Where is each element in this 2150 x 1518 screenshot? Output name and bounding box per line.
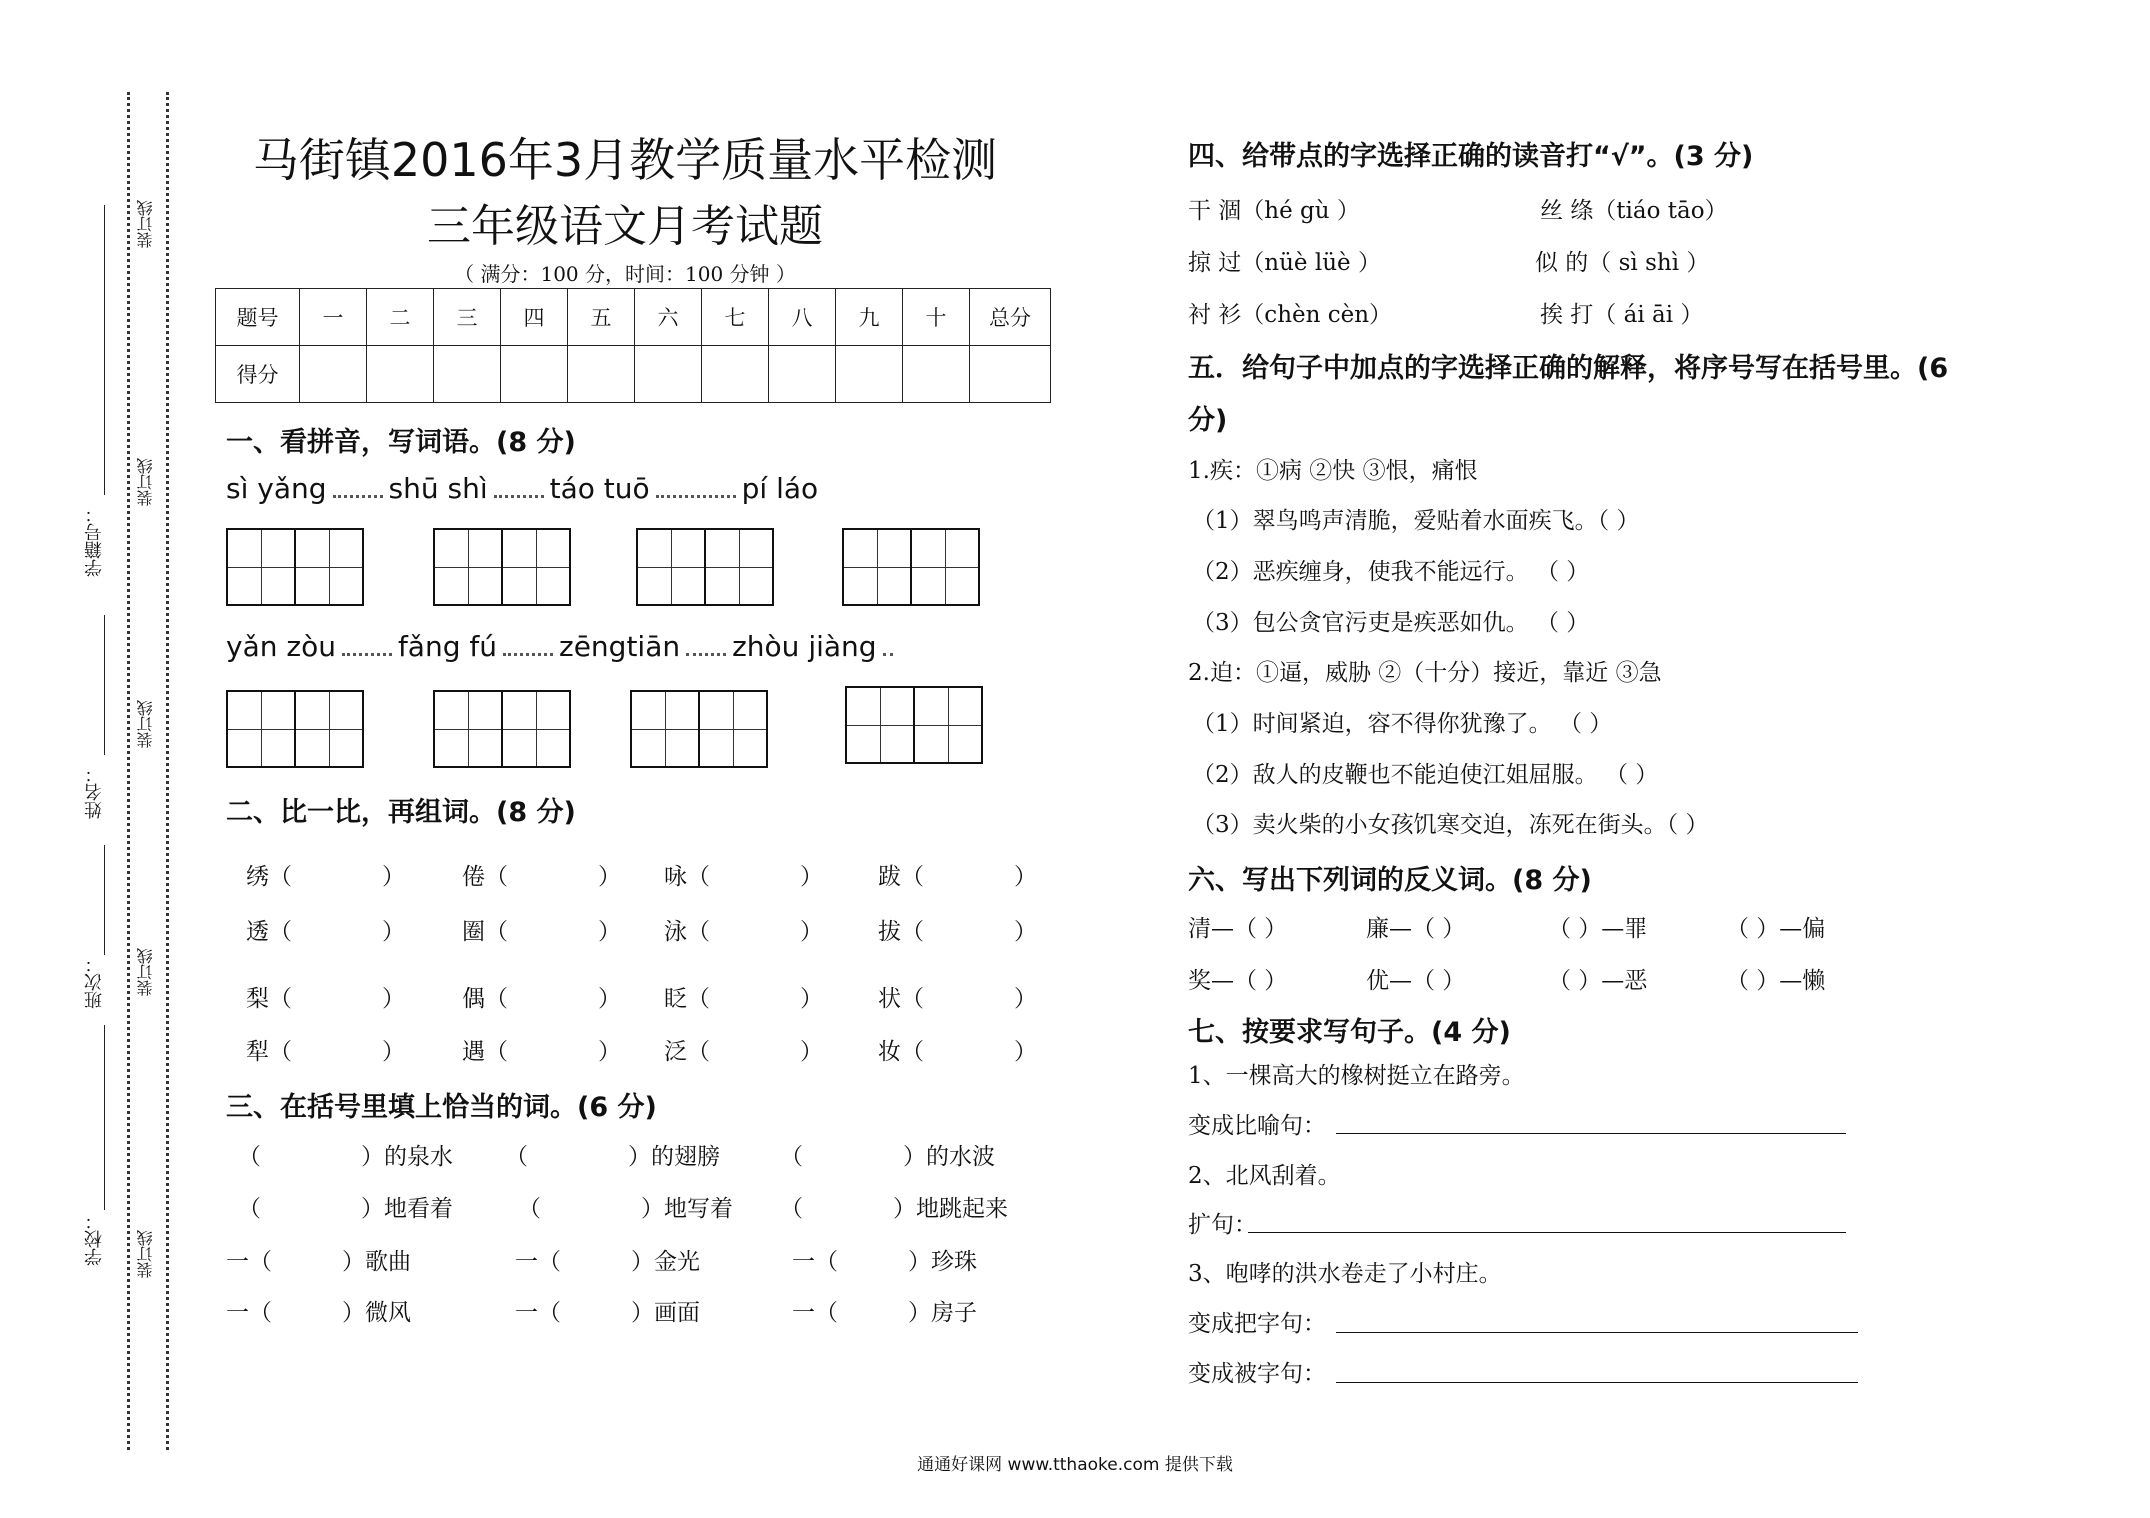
antonym-item: （ ）—罪: [1548, 916, 1648, 942]
writing-grid[interactable]: [636, 528, 774, 606]
compare-item: 遇（ ）: [462, 1039, 621, 1065]
score-table-col: 二: [367, 289, 434, 346]
sentence-item: （3）包公贪官污吏是疾恶如仇。 （ ）: [1192, 610, 1590, 636]
score-table-col: 六: [635, 289, 702, 346]
antonym-item: （ ）—恶: [1548, 968, 1648, 994]
fill-item: （ ）的翅膀: [505, 1144, 720, 1170]
field-line-school: [104, 1025, 105, 1210]
pinyin-word: táo tuō: [549, 472, 650, 505]
field-student-id: 学籍号：: [84, 505, 105, 577]
answer-prompt: 变成被字句：: [1188, 1361, 1326, 1387]
pinyin-word: fǎng fú: [397, 630, 497, 663]
writing-grid[interactable]: [842, 528, 980, 606]
exam-subtitle: 三年级语文月考试题: [427, 201, 823, 252]
binding-dotted-line-inner: [166, 92, 169, 1450]
compare-item: 状（ ）: [878, 986, 1037, 1012]
sentence-item: （1）翠鸟鸣声清脆，爱贴着水面疾飞。（ ）: [1192, 508, 1640, 534]
footer-credit: 通通好课网 www.tthaoke.com 提供下载: [917, 1455, 1233, 1475]
score-cell[interactable]: [836, 346, 903, 403]
pronunciation-item: 衬 衫（chèn cèn）: [1188, 302, 1393, 328]
writing-grid[interactable]: [630, 690, 768, 768]
section-7-heading: 七、按要求写句子。(4 分): [1188, 1017, 1511, 1048]
writing-grid[interactable]: [845, 686, 983, 764]
pinyin-word: sì yǎng: [226, 472, 327, 505]
score-cell[interactable]: [367, 346, 434, 403]
pronunciation-item: 干 涸（hé gù ）: [1188, 198, 1360, 224]
section-5-heading: 五．给句子中加点的字选择正确的解释，将序号写在括号里。(6: [1188, 353, 1949, 384]
fill-item: 一（ ）金光: [515, 1249, 700, 1275]
score-cell[interactable]: [702, 346, 769, 403]
sentence-item: （2）敌人的皮鞭也不能迫使江姐屈服。 （ ）: [1192, 762, 1659, 788]
fill-item: 一（ ）画面: [515, 1300, 700, 1326]
section-4-heading: 四、给带点的字选择正确的读音打“√”。(3 分): [1188, 141, 1754, 172]
score-table-score-row: [216, 346, 1051, 403]
score-table-col: 十: [903, 289, 970, 346]
pinyin-word: zēngtiān: [559, 630, 681, 663]
score-table-col: 九: [836, 289, 903, 346]
section-5-heading-cont: 分): [1188, 405, 1228, 436]
answer-prompt: 变成比喻句：: [1188, 1113, 1326, 1139]
compare-item: 拔（ ）: [878, 919, 1037, 945]
pinyin-dots: [342, 653, 392, 656]
pinyin-dots: [503, 653, 553, 656]
definition-line: 1.疾：①病 ②快 ③恨，痛恨: [1188, 458, 1478, 484]
fill-item: 一（ ）珍珠: [792, 1249, 977, 1275]
pinyin-word: pí láo: [741, 472, 819, 505]
section-2-heading: 二、比一比，再组词。(8 分): [226, 797, 576, 828]
binding-label: 装订线: [136, 200, 155, 248]
fill-item: （ ）的水波: [780, 1144, 995, 1170]
definition-line: 2.迫：①逼，威胁 ②（十分）接近，靠近 ③急: [1188, 660, 1662, 686]
fill-item: 一（ ）房子: [792, 1300, 977, 1326]
compare-item: 犁（ ）: [246, 1039, 405, 1065]
writing-grid[interactable]: [226, 690, 364, 768]
field-line-class: [104, 845, 105, 955]
field-line-student-id: [104, 205, 105, 495]
score-table-col: 四: [501, 289, 568, 346]
sentence-item: （3）卖火柴的小女孩饥寒交迫，冻死在街头。（ ）: [1192, 812, 1709, 838]
antonym-item: 奖—（ ）: [1188, 968, 1288, 994]
score-table-col: 八: [769, 289, 836, 346]
section-3-heading: 三、在括号里填上恰当的词。(6 分): [226, 1092, 657, 1123]
score-cell[interactable]: [501, 346, 568, 403]
score-table-col: 三: [434, 289, 501, 346]
section-6-heading: 六、写出下列词的反义词。(8 分): [1188, 865, 1592, 896]
binding-label: 装订线: [136, 458, 155, 506]
pinyin-word: yǎn zòu: [226, 630, 336, 663]
score-table-col-total: 总分: [970, 289, 1051, 346]
compare-item: 泳（ ）: [664, 919, 823, 945]
compare-item: 绣（ ）: [246, 864, 405, 890]
antonym-item: （ ）—懒: [1726, 968, 1826, 994]
exam-title: 马街镇2016年3月教学质量水平检测: [252, 133, 998, 187]
binding-dotted-line-outer: [127, 92, 130, 1450]
writing-grid[interactable]: [433, 528, 571, 606]
pinyin-row-2: [226, 630, 899, 663]
compare-item: 倦（ ）: [462, 864, 621, 890]
answer-line[interactable]: [1336, 1332, 1858, 1333]
fill-item: 一（ ）微风: [226, 1300, 411, 1326]
answer-line[interactable]: [1336, 1382, 1858, 1383]
answer-line[interactable]: [1336, 1133, 1846, 1134]
pinyin-dots: [333, 495, 383, 498]
fill-item: （ ）地写着: [518, 1196, 733, 1222]
binding-label: 装订线: [136, 700, 155, 748]
compare-item: 咏（ ）: [664, 864, 823, 890]
pinyin-row-1: [226, 472, 818, 505]
writing-grid[interactable]: [433, 690, 571, 768]
score-table: [215, 288, 1051, 403]
field-school: 学校：: [84, 1212, 105, 1266]
field-class: 班次：: [84, 955, 105, 1009]
compare-item: 梨（ ）: [246, 986, 405, 1012]
antonym-item: 清—（ ）: [1188, 916, 1288, 942]
compare-item: 妆（ ）: [878, 1039, 1037, 1065]
antonym-item: 优—（ ）: [1366, 968, 1466, 994]
answer-prompt: 扩句：: [1188, 1212, 1257, 1238]
sentence-question: 1、一棵高大的橡树挺立在路旁。: [1188, 1063, 1525, 1089]
score-table-col: 一: [300, 289, 367, 346]
pronunciation-item: 掠 过（nüè lüè ）: [1188, 250, 1381, 276]
answer-prompt: 变成把字句：: [1188, 1311, 1326, 1337]
pronunciation-item: 丝 绦（tiáo tāo）: [1540, 198, 1728, 224]
answer-line[interactable]: [1248, 1232, 1846, 1233]
sentence-question: 3、咆哮的洪水卷走了小村庄。: [1188, 1261, 1502, 1287]
score-table-col: 七: [702, 289, 769, 346]
sentence-item: （2）恶疾缠身，使我不能远行。 （ ）: [1192, 559, 1590, 585]
compare-item: 圈（ ）: [462, 919, 621, 945]
compare-item: 偶（ ）: [462, 986, 621, 1012]
fill-item: （ ）的泉水: [238, 1144, 453, 1170]
score-cell[interactable]: [568, 346, 635, 403]
score-cell[interactable]: [300, 346, 367, 403]
score-table-header-row: [216, 289, 1051, 346]
score-cell[interactable]: [635, 346, 702, 403]
pronunciation-item: 似 的（ sì shì ）: [1535, 250, 1710, 276]
score-cell[interactable]: [434, 346, 501, 403]
score-cell[interactable]: [970, 346, 1051, 403]
score-table-label: 得分: [216, 346, 300, 403]
field-line-name: [104, 615, 105, 755]
score-table-label: 题号: [216, 289, 300, 346]
pinyin-dots: [656, 495, 736, 498]
pronunciation-item: 挨 打（ ái āi ）: [1540, 302, 1704, 328]
fill-item: （ ）地看着: [238, 1196, 453, 1222]
pinyin-dots: [883, 653, 893, 656]
antonym-item: （ ）—偏: [1726, 916, 1826, 942]
fill-item: 一（ ）歌曲: [226, 1249, 411, 1275]
sentence-question: 2、北风刮着。: [1188, 1163, 1341, 1189]
writing-grid[interactable]: [226, 528, 364, 606]
pinyin-word: shū shì: [388, 472, 488, 505]
score-table-col: 五: [568, 289, 635, 346]
pinyin-dots: [686, 653, 726, 656]
binding-label: 装订线: [136, 948, 155, 996]
compare-item: 跋（ ）: [878, 864, 1037, 890]
sentence-item: （1）时间紧迫，容不得你犹豫了。 （ ）: [1192, 711, 1613, 737]
compare-item: 透（ ）: [246, 919, 405, 945]
exam-meta: （ 满分：100 分，时间：100 分钟 ）: [454, 262, 796, 286]
binding-label: 装订线: [136, 1230, 155, 1278]
pinyin-dots: [494, 495, 544, 498]
score-cell[interactable]: [903, 346, 970, 403]
field-name: 姓名：: [84, 765, 105, 819]
compare-item: 泛（ ）: [664, 1039, 823, 1065]
antonym-item: 廉—（ ）: [1366, 916, 1466, 942]
score-cell[interactable]: [769, 346, 836, 403]
section-1-heading: 一、看拼音，写词语。(8 分): [226, 427, 576, 458]
compare-item: 眨（ ）: [664, 986, 823, 1012]
fill-item: （ ）地跳起来: [780, 1196, 1008, 1222]
pinyin-word: zhòu jiàng: [732, 630, 877, 663]
